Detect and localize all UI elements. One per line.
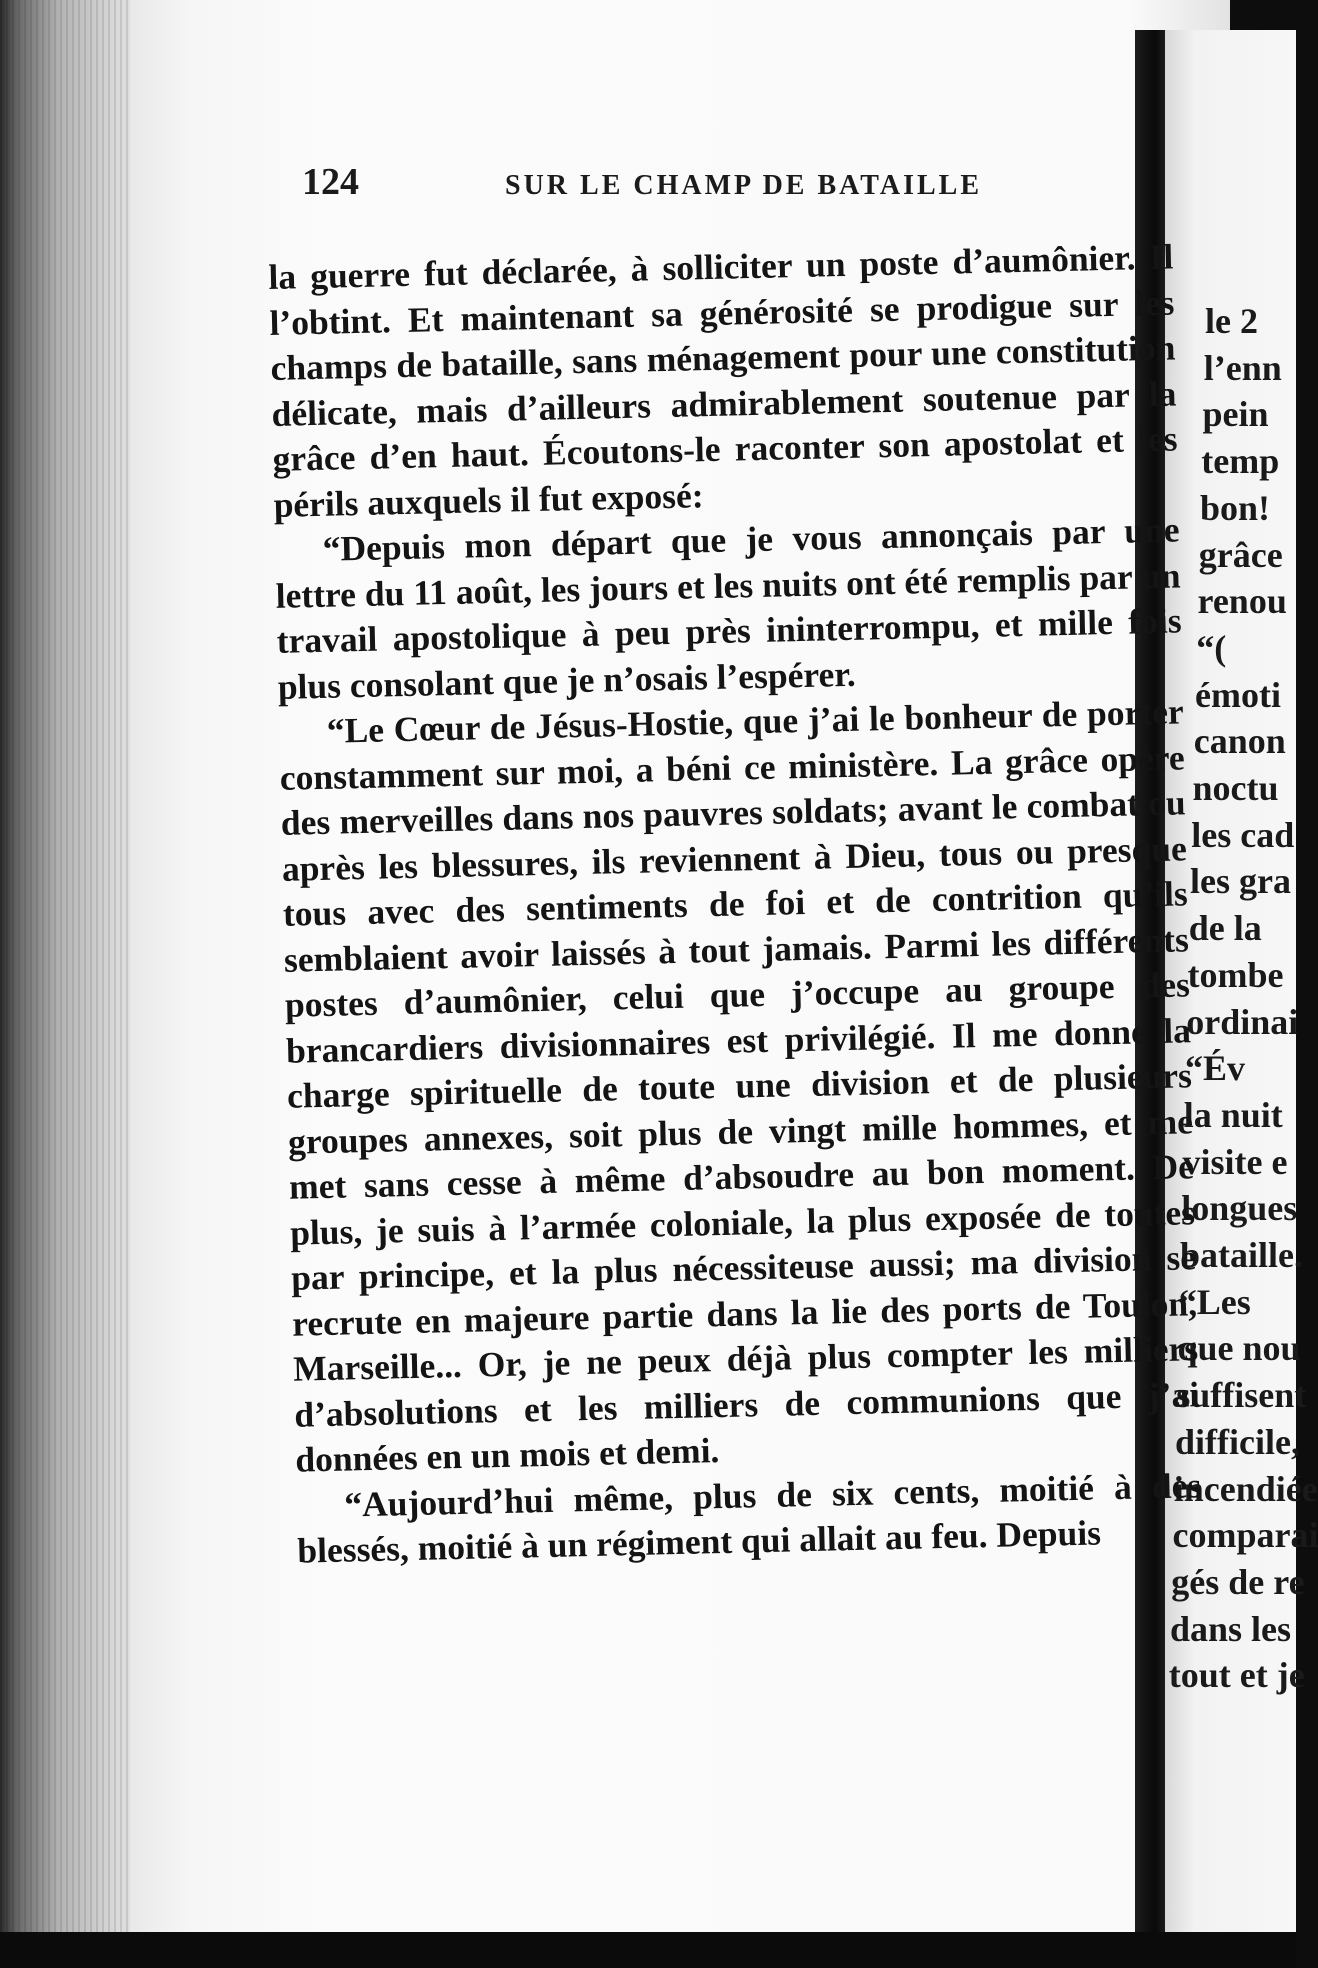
facing-page-line: émoti: [1195, 674, 1281, 715]
facing-page-line: ordinai: [1186, 1001, 1299, 1042]
page-number: 124: [302, 161, 359, 203]
facing-page-line: dans les: [1170, 1608, 1292, 1649]
facing-page-line: difficile,: [1175, 1421, 1300, 1462]
facing-page-line: temp: [1201, 441, 1280, 482]
facing-page-line: longues: [1181, 1188, 1298, 1229]
scan-bottom-edge: [0, 1932, 1296, 1968]
facing-page-line: que nou: [1177, 1328, 1301, 1369]
facing-page-line: “(: [1196, 627, 1227, 668]
facing-page-line: les cad: [1191, 814, 1295, 855]
paragraph: “Aujourd’hui même, plus de six cents, moitié à des blessés, moitié à un régiment qui allait au feu. Depuis: [296, 1464, 1202, 1571]
facing-page-line: incendiée: [1173, 1468, 1318, 1509]
facing-page-line: l’enn: [1203, 347, 1282, 388]
facing-page-line: visite e: [1182, 1141, 1288, 1182]
running-head: [302, 160, 1202, 210]
facing-page-line: les gra: [1190, 861, 1291, 902]
facing-page-line: gés de re: [1171, 1561, 1305, 1602]
facing-page-line: grâce: [1198, 534, 1283, 575]
facing-page-line: comparai: [1172, 1515, 1318, 1556]
facing-page-line: la nuit: [1183, 1094, 1283, 1135]
facing-page-line: canon: [1193, 721, 1286, 762]
paragraph: la guerre fut déclarée, à solliciter un poste d’aumônier. Il l’obtint. Et maintenant sa générosité se prodigue sur les champs de bataille, sans ménagement pour une constitution délicate, mais d’ailleurs admirablement soutenue par la grâce d’en haut. Écoutons-le raconter son apostolat et les périls auxquels il fut exposé:: [268, 236, 1178, 525]
facing-page-line: suffisent: [1176, 1375, 1307, 1416]
body-text: [268, 234, 1203, 1574]
facing-page-line: tombe: [1187, 954, 1284, 995]
facing-page-line: le 2: [1205, 301, 1258, 341]
running-title: SUR LE CHAMP DE BATAILLE: [505, 170, 983, 201]
facing-page-line: bon!: [1200, 487, 1271, 528]
facing-page-line: “Les: [1178, 1281, 1251, 1322]
facing-page-line: tout et je: [1168, 1655, 1305, 1696]
paragraph: “Le Cœur de Jésus-Hostie, que j’ai le bonheur de porter constamment sur moi, a béni ce ministère. La grâce opère des merveilles dans nos pauvres soldats; avant le combat ou après les blessures, ils reviennent à Dieu, tous ou presque tous avec des sentiments de foi et de contrition qu’ils semblaient avoir laissés à tout jamais. Parmi les différents postes d’aumônier, celui que j’occupe au groupe des brancardiers divisionnaires est privilégié. Il me donne la charge spirituelle de toute une division et de plusieurs groupes annexes, soit plus de vingt mille hommes, et me met sans cesse à même d’absoudre au bon moment. De plus, je suis à l’armée coloniale, la plus exposée de toutes par principe, et la plus nécessiteuse aussi; ma division se recrute en majeure partie dans la lie des ports de Toulon, Marseille... Or, je ne peux déjà plus compter les milliers d’absolutions et les milliers de communions que j’ai données en un mois et demi.: [279, 691, 1200, 1480]
facing-page-line: noctu: [1192, 768, 1279, 808]
facing-page-line: de la: [1188, 908, 1262, 949]
paragraph: “Depuis mon départ que je vous annonçais par une lettre du 11 août, les jours et les nuits ont été remplis par un travail apostolique à peu près ininterrompu, et mille fois plus consolant que je n’osais l’espérer.: [275, 509, 1182, 707]
facing-page-line: “Év: [1185, 1048, 1246, 1089]
facing-page-line: bataille.: [1180, 1235, 1303, 1275]
facing-page-line: renou: [1197, 581, 1287, 622]
facing-page-line: pein: [1202, 394, 1269, 435]
